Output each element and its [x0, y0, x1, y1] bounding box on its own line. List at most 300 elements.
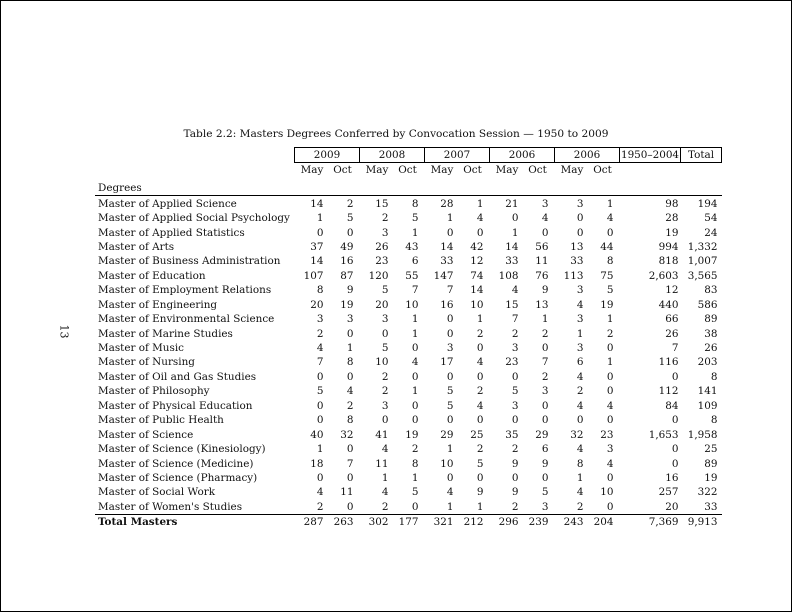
- value-cell: 112: [658, 385, 679, 398]
- value-cell: 0: [476, 342, 484, 355]
- table-row: [95, 269, 722, 283]
- table-row: [95, 456, 722, 470]
- value-cell: 19: [340, 298, 354, 311]
- value-cell: 107: [303, 269, 324, 282]
- degree-name: Master of Education: [98, 269, 206, 282]
- value-cell: 0: [606, 385, 614, 398]
- value-cell: 0: [476, 370, 484, 383]
- value-cell: 29: [535, 428, 549, 441]
- value-cell: 26: [375, 240, 389, 253]
- degree-name: Master of Philosophy: [98, 385, 210, 398]
- value-cell: 5: [606, 284, 614, 297]
- value-cell: 1: [446, 443, 454, 456]
- value-cell: 1: [606, 313, 614, 326]
- value-cell: 0: [511, 212, 519, 225]
- value-cell: 0: [671, 414, 679, 427]
- value-cell: 9: [541, 457, 549, 470]
- value-cell: 12: [665, 284, 679, 297]
- value-cell: 6: [541, 443, 549, 456]
- value-cell: 75: [600, 269, 614, 282]
- value-cell: 263: [326, 515, 360, 530]
- value-cell: 18: [310, 457, 324, 470]
- value-cell: 1: [411, 385, 419, 398]
- value-cell: 8: [710, 414, 718, 427]
- value-cell: 4: [476, 356, 484, 369]
- page-number: 13: [57, 324, 71, 339]
- value-cell: 8: [606, 255, 614, 268]
- degree-name: Master of Environmental Science: [98, 313, 275, 326]
- value-cell: 26: [665, 327, 679, 340]
- value-cell: 10: [375, 356, 389, 369]
- value-cell: 0: [316, 370, 324, 383]
- value-cell: 0: [381, 414, 389, 427]
- value-cell: 32: [340, 428, 354, 441]
- value-cell: 1: [316, 212, 324, 225]
- degree-name: Master of Social Work: [98, 486, 215, 499]
- value-cell: 20: [375, 298, 389, 311]
- degree-name: Master of Arts: [98, 240, 175, 253]
- value-cell: 7: [346, 457, 354, 470]
- value-cell: 108: [498, 269, 519, 282]
- value-cell: 0: [511, 414, 519, 427]
- value-cell: 5: [541, 486, 549, 499]
- value-cell: 1: [476, 500, 484, 513]
- month-header: May: [495, 164, 519, 177]
- value-cell: 0: [541, 471, 549, 484]
- value-cell: 89: [704, 313, 718, 326]
- value-cell: 0: [606, 342, 614, 355]
- value-cell: 2: [346, 399, 354, 412]
- month-header: Oct: [463, 164, 482, 177]
- value-cell: 3: [346, 313, 354, 326]
- value-cell: 33: [570, 255, 584, 268]
- table-row: [95, 326, 722, 340]
- year-header: 2007: [425, 148, 490, 163]
- value-cell: 243: [555, 515, 586, 530]
- degree-name: Master of Science (Pharmacy): [98, 471, 258, 484]
- value-cell: 3: [381, 226, 389, 239]
- year-header: 1950–2004: [620, 149, 680, 161]
- degree-name: Master of Applied Statistics: [98, 226, 245, 239]
- value-cell: 87: [340, 269, 354, 282]
- value-cell: 818: [658, 255, 679, 268]
- year-header: 2006: [490, 148, 555, 163]
- value-cell: 8: [346, 356, 354, 369]
- value-cell: 17: [440, 356, 454, 369]
- value-cell: 0: [606, 471, 614, 484]
- value-cell: 13: [535, 298, 549, 311]
- value-cell: 8: [316, 284, 324, 297]
- value-cell: 0: [576, 226, 584, 239]
- value-cell: 74: [470, 269, 484, 282]
- value-cell: 2: [511, 443, 519, 456]
- value-cell: 15: [375, 197, 389, 210]
- value-cell: 120: [368, 269, 389, 282]
- degree-name: Master of Business Administration: [98, 255, 281, 268]
- value-cell: 0: [541, 226, 549, 239]
- table-row: [95, 312, 722, 326]
- value-cell: 4: [381, 443, 389, 456]
- value-cell: 2: [346, 197, 354, 210]
- value-cell: 28: [665, 212, 679, 225]
- value-cell: 0: [541, 414, 549, 427]
- year-header: Total: [681, 148, 722, 163]
- value-cell: 4: [576, 486, 584, 499]
- value-cell: 0: [346, 500, 354, 513]
- table-row: [95, 485, 722, 499]
- value-cell: 1: [606, 197, 614, 210]
- value-cell: 6: [411, 255, 419, 268]
- value-cell: 14: [310, 255, 324, 268]
- value-cell: 0: [411, 414, 419, 427]
- table-row: [95, 384, 722, 398]
- value-cell: 4: [606, 212, 614, 225]
- value-cell: 23: [505, 356, 519, 369]
- value-cell: 0: [606, 370, 614, 383]
- degree-name: Master of Applied Social Psychology: [98, 212, 290, 225]
- value-cell: 25: [704, 443, 718, 456]
- value-cell: 4: [576, 443, 584, 456]
- value-cell: 40: [310, 428, 324, 441]
- table-row: [95, 370, 722, 384]
- value-cell: 141: [697, 385, 718, 398]
- value-cell: 8: [576, 457, 584, 470]
- value-cell: 0: [576, 212, 584, 225]
- value-cell: 0: [316, 471, 324, 484]
- table-caption: Table 2.2: Masters Degrees Conferred by Convocation Session — 1950 to 2009: [183, 128, 609, 140]
- value-cell: 89: [704, 457, 718, 470]
- value-cell: 6: [576, 356, 584, 369]
- table-row: [95, 254, 722, 268]
- value-cell: 26: [704, 342, 718, 355]
- value-cell: 0: [606, 226, 614, 239]
- value-cell: 42: [470, 240, 484, 253]
- value-cell: 4: [316, 342, 324, 355]
- degree-name: Master of Physical Education: [98, 399, 253, 412]
- value-cell: 1: [316, 443, 324, 456]
- value-cell: 44: [600, 240, 614, 253]
- value-cell: 1: [576, 327, 584, 340]
- value-cell: 1: [446, 500, 454, 513]
- year-header: 2008: [360, 148, 425, 163]
- value-cell: 0: [606, 500, 614, 513]
- value-cell: 49: [340, 240, 354, 253]
- degree-name: Master of Science (Kinesiology): [98, 443, 266, 456]
- value-cell: 1: [476, 197, 484, 210]
- value-cell: 4: [446, 486, 454, 499]
- value-cell: 24: [704, 226, 718, 239]
- year-header: 2006: [555, 148, 620, 163]
- value-cell: 41: [375, 428, 389, 441]
- value-cell: 2: [541, 370, 549, 383]
- degree-name: Master of Public Health: [98, 414, 224, 427]
- value-cell: 0: [446, 370, 454, 383]
- table-row: [95, 341, 722, 355]
- value-cell: 98: [665, 197, 679, 210]
- value-cell: 1: [411, 471, 419, 484]
- value-cell: 3: [576, 342, 584, 355]
- value-cell: 14: [470, 284, 484, 297]
- value-cell: 3: [511, 399, 519, 412]
- degree-name: Master of Employment Relations: [98, 284, 272, 297]
- value-cell: 0: [411, 399, 419, 412]
- month-header: Oct: [528, 164, 547, 177]
- value-cell: 0: [541, 399, 549, 412]
- table-row: [95, 399, 722, 413]
- value-cell: 1: [346, 342, 354, 355]
- total-label: Total Masters: [95, 515, 295, 530]
- value-cell: 19: [600, 298, 614, 311]
- value-cell: 4: [346, 385, 354, 398]
- value-cell: 0: [316, 399, 324, 412]
- value-cell: 3: [576, 284, 584, 297]
- value-cell: 15: [505, 298, 519, 311]
- value-cell: 3: [381, 313, 389, 326]
- table-row: [95, 283, 722, 297]
- value-cell: 8: [710, 370, 718, 383]
- value-cell: 257: [658, 486, 679, 499]
- value-cell: 2: [576, 500, 584, 513]
- value-cell: 194: [697, 197, 718, 210]
- table-row: [95, 413, 722, 427]
- value-cell: 0: [411, 342, 419, 355]
- value-cell: 586: [697, 298, 718, 311]
- table-row: [95, 471, 722, 485]
- year-header-row: [95, 148, 722, 163]
- month-header: Oct: [398, 164, 417, 177]
- value-cell: 0: [316, 226, 324, 239]
- month-header-row: [95, 163, 722, 178]
- table-row: [95, 442, 722, 456]
- value-cell: 0: [446, 414, 454, 427]
- value-cell: 1: [541, 313, 549, 326]
- value-cell: 16: [665, 471, 679, 484]
- value-cell: 25: [470, 428, 484, 441]
- value-cell: 5: [446, 399, 454, 412]
- value-cell: 76: [535, 269, 549, 282]
- value-cell: 11: [340, 486, 354, 499]
- value-cell: 1,007: [687, 255, 718, 268]
- value-cell: 1: [446, 212, 454, 225]
- value-cell: 1: [381, 471, 389, 484]
- table-row: [95, 298, 722, 312]
- value-cell: 1,653: [648, 428, 679, 441]
- month-header: May: [365, 164, 389, 177]
- value-cell: 2: [316, 327, 324, 340]
- value-cell: 203: [697, 356, 718, 369]
- value-cell: 4: [606, 457, 614, 470]
- value-cell: 2: [511, 327, 519, 340]
- value-cell: 38: [704, 327, 718, 340]
- value-cell: 4: [576, 298, 584, 311]
- value-cell: 0: [411, 500, 419, 513]
- value-cell: 29: [440, 428, 454, 441]
- value-cell: 2: [381, 500, 389, 513]
- value-cell: 55: [405, 269, 419, 282]
- value-cell: 23: [375, 255, 389, 268]
- value-cell: 1: [411, 327, 419, 340]
- value-cell: 23: [600, 428, 614, 441]
- table-row: [95, 225, 722, 239]
- degree-name: Master of Engineering: [98, 298, 218, 311]
- value-cell: 7: [446, 284, 454, 297]
- month-header: May: [560, 164, 584, 177]
- value-cell: 2: [576, 385, 584, 398]
- value-cell: 2: [381, 385, 389, 398]
- value-cell: 1: [576, 471, 584, 484]
- table-row: [95, 355, 722, 369]
- value-cell: 3: [316, 313, 324, 326]
- degree-name: Master of Marine Studies: [98, 327, 233, 340]
- value-cell: 28: [440, 197, 454, 210]
- value-cell: 19: [665, 226, 679, 239]
- value-cell: 0: [346, 443, 354, 456]
- value-cell: 2: [476, 443, 484, 456]
- value-cell: 4: [381, 486, 389, 499]
- value-cell: 83: [704, 284, 718, 297]
- value-cell: 116: [658, 356, 679, 369]
- value-cell: 8: [411, 457, 419, 470]
- row-header-row: [95, 177, 722, 196]
- value-cell: 2: [316, 500, 324, 513]
- row-header-label: Degrees: [95, 177, 295, 196]
- value-cell: 4: [541, 212, 549, 225]
- value-cell: 147: [433, 269, 454, 282]
- value-cell: 0: [346, 471, 354, 484]
- value-cell: 20: [310, 298, 324, 311]
- value-cell: 2: [476, 327, 484, 340]
- value-cell: 10: [405, 298, 419, 311]
- value-cell: 14: [310, 197, 324, 210]
- value-cell: 9: [511, 457, 519, 470]
- value-cell: 5: [346, 212, 354, 225]
- value-cell: 4: [576, 399, 584, 412]
- value-cell: 0: [671, 457, 679, 470]
- value-cell: 4: [316, 486, 324, 499]
- value-cell: 9: [476, 486, 484, 499]
- value-cell: 3: [381, 399, 389, 412]
- value-cell: 10: [600, 486, 614, 499]
- value-cell: 2: [541, 327, 549, 340]
- value-cell: 2,603: [648, 269, 679, 282]
- value-cell: 21: [505, 197, 519, 210]
- value-cell: 7: [411, 284, 419, 297]
- value-cell: 296: [490, 515, 521, 530]
- value-cell: 1,958: [687, 428, 718, 441]
- value-cell: 2: [381, 212, 389, 225]
- value-cell: 3: [576, 197, 584, 210]
- value-cell: 0: [381, 327, 389, 340]
- value-cell: 0: [511, 471, 519, 484]
- value-cell: 0: [671, 443, 679, 456]
- value-cell: 1: [511, 226, 519, 239]
- degree-name: Master of Science (Medicine): [98, 457, 254, 470]
- value-cell: 1: [476, 313, 484, 326]
- value-cell: 0: [541, 342, 549, 355]
- value-cell: 0: [346, 327, 354, 340]
- month-header: Oct: [333, 164, 352, 177]
- value-cell: 0: [476, 414, 484, 427]
- value-cell: 3: [541, 500, 549, 513]
- value-cell: 5: [411, 212, 419, 225]
- value-cell: 0: [511, 370, 519, 383]
- value-cell: 0: [476, 226, 484, 239]
- value-cell: 7: [511, 313, 519, 326]
- value-cell: 14: [505, 240, 519, 253]
- value-cell: 33: [440, 255, 454, 268]
- value-cell: 37: [310, 240, 324, 253]
- value-cell: 12: [470, 255, 484, 268]
- table-row: [95, 427, 722, 441]
- value-cell: 2: [606, 327, 614, 340]
- value-cell: 20: [665, 500, 679, 513]
- value-cell: 2: [511, 500, 519, 513]
- value-cell: 32: [570, 428, 584, 441]
- value-cell: 4: [576, 370, 584, 383]
- value-cell: 1: [606, 356, 614, 369]
- value-cell: 4: [511, 284, 519, 297]
- value-cell: 0: [446, 226, 454, 239]
- value-cell: 0: [446, 327, 454, 340]
- value-cell: 3,565: [687, 269, 718, 282]
- value-cell: 7,369: [620, 515, 681, 530]
- value-cell: 3: [541, 385, 549, 398]
- value-cell: 5: [476, 457, 484, 470]
- value-cell: 177: [391, 515, 425, 530]
- value-cell: 212: [456, 515, 490, 530]
- value-cell: 3: [576, 313, 584, 326]
- value-cell: 56: [535, 240, 549, 253]
- value-cell: 302: [360, 515, 391, 530]
- value-cell: 7: [541, 356, 549, 369]
- value-cell: 287: [295, 515, 326, 530]
- value-cell: 0: [346, 226, 354, 239]
- masters-degrees-table: [95, 147, 722, 530]
- value-cell: 8: [346, 414, 354, 427]
- table-row: [95, 196, 722, 211]
- degree-name: Master of Music: [98, 342, 184, 355]
- value-cell: 5: [411, 486, 419, 499]
- value-cell: 5: [316, 385, 324, 398]
- value-cell: 35: [505, 428, 519, 441]
- value-cell: 2: [411, 443, 419, 456]
- month-header: Oct: [593, 164, 612, 177]
- value-cell: 4: [476, 212, 484, 225]
- value-cell: 9,913: [681, 515, 722, 530]
- value-cell: 5: [381, 284, 389, 297]
- value-cell: 9: [511, 486, 519, 499]
- value-cell: 7: [316, 356, 324, 369]
- value-cell: 3: [541, 197, 549, 210]
- value-cell: 4: [606, 399, 614, 412]
- table-row: [95, 500, 722, 515]
- value-cell: 5: [446, 385, 454, 398]
- total-row: [95, 515, 722, 530]
- degree-name: Master of Applied Science: [98, 197, 237, 210]
- value-cell: 10: [440, 457, 454, 470]
- value-cell: 19: [704, 471, 718, 484]
- value-cell: 0: [316, 414, 324, 427]
- value-cell: 19: [405, 428, 419, 441]
- value-cell: 4: [476, 399, 484, 412]
- value-cell: 204: [586, 515, 620, 530]
- table-row: [95, 240, 722, 254]
- value-cell: 113: [563, 269, 584, 282]
- value-cell: 3: [606, 443, 614, 456]
- value-cell: 9: [541, 284, 549, 297]
- degree-name: Master of Women's Studies: [98, 500, 243, 513]
- value-cell: 440: [658, 298, 679, 311]
